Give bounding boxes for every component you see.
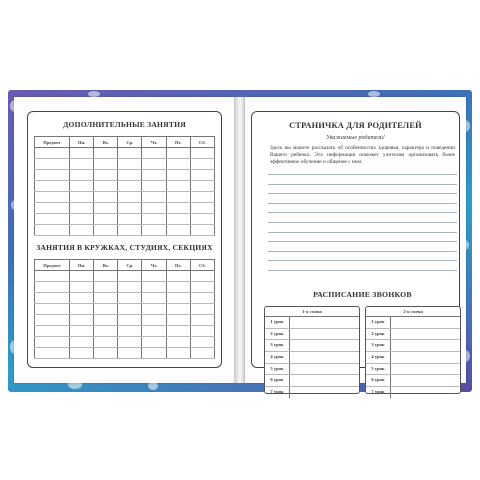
table-row bbox=[35, 282, 215, 293]
table-cell[interactable] bbox=[35, 282, 70, 293]
table-cell[interactable] bbox=[118, 170, 142, 181]
extra-classes-table bbox=[34, 136, 215, 236]
lesson-label: 7 урок bbox=[265, 387, 290, 398]
table-cell[interactable] bbox=[35, 348, 70, 359]
column-header: Ср. bbox=[118, 260, 142, 271]
bell-schedule-title: РАСПИСАНИЕ ЗВОНКОВ bbox=[313, 290, 412, 299]
table-cell[interactable] bbox=[70, 148, 94, 159]
table-cell[interactable] bbox=[35, 181, 70, 192]
table-cell[interactable] bbox=[35, 225, 70, 236]
left-page-frame bbox=[27, 111, 222, 368]
clubs-title: ЗАНЯТИЯ В КРУЖКАХ, СТУДИЯХ, СЕКЦИЯХ bbox=[36, 243, 213, 252]
lesson-label: 1 урок bbox=[366, 317, 391, 328]
table-cell[interactable] bbox=[94, 181, 118, 192]
table-cell[interactable] bbox=[70, 326, 94, 337]
lesson-label: 5 урок bbox=[265, 364, 290, 375]
column-header: Пт. bbox=[166, 137, 190, 148]
lesson-row[interactable] bbox=[366, 375, 460, 387]
table-cell[interactable] bbox=[35, 293, 70, 304]
table-cell[interactable] bbox=[142, 293, 166, 304]
table-cell[interactable] bbox=[35, 159, 70, 170]
table-cell[interactable] bbox=[70, 282, 94, 293]
right-page bbox=[245, 97, 466, 395]
table-cell[interactable] bbox=[118, 159, 142, 170]
lesson-label: 4 урок bbox=[366, 352, 391, 363]
column-header: Вт. bbox=[94, 137, 118, 148]
column-header: Ср. bbox=[118, 137, 142, 148]
extra-classes-title: ДОПОЛНИТЕЛЬНЫЕ ЗАНЯТИЯ bbox=[63, 120, 186, 129]
parents-page-title: СТРАНИЧКА ДЛЯ РОДИТЕЛЕЙ bbox=[289, 121, 422, 130]
table-row bbox=[35, 326, 215, 337]
table-cell[interactable] bbox=[70, 192, 94, 203]
lesson-row[interactable] bbox=[366, 364, 460, 376]
table-cell[interactable] bbox=[70, 225, 94, 236]
table-cell[interactable] bbox=[166, 271, 190, 282]
table-row bbox=[35, 170, 215, 181]
table-cell[interactable] bbox=[118, 192, 142, 203]
table-cell[interactable] bbox=[70, 203, 94, 214]
table-cell[interactable] bbox=[35, 214, 70, 225]
table-row bbox=[35, 348, 215, 359]
table-cell[interactable] bbox=[142, 181, 166, 192]
table-cell[interactable] bbox=[35, 271, 70, 282]
table-cell[interactable] bbox=[190, 326, 214, 337]
table-cell[interactable] bbox=[35, 203, 70, 214]
table-cell[interactable] bbox=[142, 271, 166, 282]
lesson-row[interactable] bbox=[366, 329, 460, 341]
table-row bbox=[35, 148, 215, 159]
table-cell[interactable] bbox=[190, 271, 214, 282]
table-cell[interactable] bbox=[142, 148, 166, 159]
writing-line[interactable] bbox=[268, 270, 457, 271]
lesson-label: 3 урок bbox=[366, 340, 391, 351]
writing-line[interactable] bbox=[268, 260, 457, 261]
table-cell[interactable] bbox=[35, 326, 70, 337]
column-header: Вт. bbox=[94, 260, 118, 271]
lesson-row[interactable] bbox=[265, 340, 359, 352]
table-cell[interactable] bbox=[35, 304, 70, 315]
lesson-row[interactable] bbox=[366, 317, 460, 329]
table-cell[interactable] bbox=[94, 225, 118, 236]
table-cell[interactable] bbox=[166, 326, 190, 337]
table-cell[interactable] bbox=[166, 293, 190, 304]
table-cell[interactable] bbox=[142, 315, 166, 326]
table-cell[interactable] bbox=[142, 170, 166, 181]
table-row bbox=[35, 214, 215, 225]
table-cell[interactable] bbox=[190, 192, 214, 203]
table-cell[interactable] bbox=[118, 214, 142, 225]
table-cell[interactable] bbox=[94, 214, 118, 225]
lesson-row[interactable] bbox=[265, 364, 359, 376]
table-cell[interactable] bbox=[166, 170, 190, 181]
column-header: Чт. bbox=[142, 260, 166, 271]
table-cell[interactable] bbox=[118, 148, 142, 159]
cover-bubble bbox=[148, 382, 158, 390]
lesson-row[interactable] bbox=[366, 352, 460, 364]
table-cell[interactable] bbox=[118, 203, 142, 214]
table-cell[interactable] bbox=[190, 214, 214, 225]
table-row bbox=[35, 271, 215, 282]
writing-line[interactable] bbox=[268, 184, 457, 185]
table-cell[interactable] bbox=[190, 203, 214, 214]
table-cell[interactable] bbox=[70, 337, 94, 348]
table-cell[interactable] bbox=[70, 170, 94, 181]
right-page-frame bbox=[251, 111, 460, 395]
table-cell[interactable] bbox=[70, 348, 94, 359]
table-cell[interactable] bbox=[190, 293, 214, 304]
table-cell[interactable] bbox=[118, 181, 142, 192]
table-cell[interactable] bbox=[118, 282, 142, 293]
column-header: Чт. bbox=[142, 137, 166, 148]
table-cell[interactable] bbox=[94, 348, 118, 359]
table-cell[interactable] bbox=[142, 225, 166, 236]
table-cell[interactable] bbox=[166, 159, 190, 170]
table-row bbox=[35, 181, 215, 192]
lesson-row[interactable] bbox=[366, 340, 460, 352]
table-cell[interactable] bbox=[118, 326, 142, 337]
writing-line[interactable] bbox=[268, 193, 457, 194]
table-cell[interactable] bbox=[166, 214, 190, 225]
table-cell[interactable] bbox=[190, 170, 214, 181]
table-cell[interactable] bbox=[166, 304, 190, 315]
writing-line[interactable] bbox=[268, 251, 457, 252]
table-cell[interactable] bbox=[166, 348, 190, 359]
table-cell[interactable] bbox=[166, 148, 190, 159]
table-cell[interactable] bbox=[190, 304, 214, 315]
table-cell[interactable] bbox=[94, 170, 118, 181]
table-cell[interactable] bbox=[166, 181, 190, 192]
table-cell[interactable] bbox=[142, 337, 166, 348]
lesson-label: 6 урок bbox=[265, 375, 290, 386]
lesson-row[interactable] bbox=[265, 352, 359, 364]
table-row bbox=[35, 293, 215, 304]
table-cell[interactable] bbox=[94, 315, 118, 326]
table-cell[interactable] bbox=[142, 159, 166, 170]
table-row bbox=[35, 203, 215, 214]
table-cell[interactable] bbox=[94, 148, 118, 159]
lesson-label: 2 урок bbox=[366, 329, 391, 340]
table-cell[interactable] bbox=[70, 159, 94, 170]
clubs-table bbox=[34, 259, 215, 359]
column-header: Сб. bbox=[190, 260, 214, 271]
bell-shift-1 bbox=[264, 306, 360, 394]
table-cell[interactable] bbox=[70, 214, 94, 225]
table-cell[interactable] bbox=[190, 225, 214, 236]
writing-line[interactable] bbox=[268, 212, 457, 213]
lesson-row[interactable] bbox=[265, 317, 359, 329]
table-cell[interactable] bbox=[70, 315, 94, 326]
table-cell[interactable] bbox=[94, 159, 118, 170]
table-cell[interactable] bbox=[94, 293, 118, 304]
table-cell[interactable] bbox=[118, 225, 142, 236]
column-header: Сб. bbox=[190, 137, 214, 148]
table-cell[interactable] bbox=[166, 337, 190, 348]
column-header: Пн. bbox=[70, 260, 94, 271]
table-cell[interactable] bbox=[142, 203, 166, 214]
lesson-label: 2 урок bbox=[265, 329, 290, 340]
table-cell[interactable] bbox=[118, 304, 142, 315]
lesson-label: 4 урок bbox=[265, 352, 290, 363]
table-row bbox=[35, 337, 215, 348]
table-cell[interactable] bbox=[118, 337, 142, 348]
bell-schedule bbox=[264, 290, 461, 394]
table-cell[interactable] bbox=[142, 214, 166, 225]
table-cell[interactable] bbox=[94, 203, 118, 214]
column-header: Предмет bbox=[35, 260, 70, 271]
writing-line[interactable] bbox=[268, 241, 457, 242]
table-cell[interactable] bbox=[70, 181, 94, 192]
lesson-label: 3 урок bbox=[265, 340, 290, 351]
bell-shift-2 bbox=[365, 306, 461, 394]
table-cell[interactable] bbox=[118, 315, 142, 326]
table-cell[interactable] bbox=[70, 304, 94, 315]
table-cell[interactable] bbox=[142, 192, 166, 203]
table-header-row bbox=[35, 137, 215, 148]
table-row bbox=[35, 304, 215, 315]
lesson-label: 5 урок bbox=[366, 364, 391, 375]
shift-2-header: 2-я смена bbox=[366, 307, 460, 317]
table-cell[interactable] bbox=[118, 348, 142, 359]
table-cell[interactable] bbox=[94, 282, 118, 293]
table-row bbox=[35, 159, 215, 170]
table-cell[interactable] bbox=[118, 293, 142, 304]
left-page bbox=[14, 97, 235, 383]
table-cell[interactable] bbox=[190, 159, 214, 170]
table-row bbox=[35, 315, 215, 326]
table-row bbox=[35, 192, 215, 203]
table-cell[interactable] bbox=[94, 326, 118, 337]
parents-intro-text: Здесь вы можете рассказать об особенностях здоровья, характера и поведении Вашего ребенка. Эта информация поможет учителям организовать более эффективное обучение и общение с ним. bbox=[270, 145, 455, 165]
column-header: Предмет bbox=[35, 137, 70, 148]
table-cell[interactable] bbox=[35, 315, 70, 326]
table-cell[interactable] bbox=[94, 271, 118, 282]
table-cell[interactable] bbox=[35, 170, 70, 181]
table-cell[interactable] bbox=[166, 225, 190, 236]
table-cell[interactable] bbox=[190, 282, 214, 293]
writing-line[interactable] bbox=[268, 174, 457, 175]
table-cell[interactable] bbox=[94, 337, 118, 348]
lesson-row[interactable] bbox=[366, 387, 460, 398]
writing-line[interactable] bbox=[268, 203, 457, 204]
table-cell[interactable] bbox=[142, 304, 166, 315]
table-cell[interactable] bbox=[166, 315, 190, 326]
lesson-row[interactable] bbox=[265, 387, 359, 398]
table-cell[interactable] bbox=[142, 348, 166, 359]
lesson-label: 7 урок bbox=[366, 387, 391, 398]
table-cell[interactable] bbox=[35, 148, 70, 159]
table-cell[interactable] bbox=[166, 192, 190, 203]
table-cell[interactable] bbox=[166, 203, 190, 214]
parents-greeting: Уважаемые родители! bbox=[326, 135, 385, 141]
table-cell[interactable] bbox=[118, 271, 142, 282]
table-cell[interactable] bbox=[190, 148, 214, 159]
writing-line[interactable] bbox=[268, 232, 457, 233]
shift-1-header: 1-я смена bbox=[265, 307, 359, 317]
table-row bbox=[35, 225, 215, 236]
lesson-row[interactable] bbox=[265, 329, 359, 341]
lesson-row[interactable] bbox=[265, 375, 359, 387]
lesson-label: 1 урок bbox=[265, 317, 290, 328]
table-cell[interactable] bbox=[35, 337, 70, 348]
table-cell[interactable] bbox=[190, 337, 214, 348]
table-header-row bbox=[35, 260, 215, 271]
table-cell[interactable] bbox=[94, 192, 118, 203]
table-cell[interactable] bbox=[94, 304, 118, 315]
table-cell[interactable] bbox=[70, 293, 94, 304]
table-cell[interactable] bbox=[35, 192, 70, 203]
lesson-label: 6 урок bbox=[366, 375, 391, 386]
table-cell[interactable] bbox=[190, 315, 214, 326]
table-cell[interactable] bbox=[190, 348, 214, 359]
table-cell[interactable] bbox=[70, 271, 94, 282]
table-cell[interactable] bbox=[142, 326, 166, 337]
table-cell[interactable] bbox=[190, 181, 214, 192]
column-header: Пн. bbox=[70, 137, 94, 148]
table-cell[interactable] bbox=[142, 282, 166, 293]
table-cell[interactable] bbox=[166, 282, 190, 293]
writing-line[interactable] bbox=[268, 222, 457, 223]
column-header: Пт. bbox=[166, 260, 190, 271]
